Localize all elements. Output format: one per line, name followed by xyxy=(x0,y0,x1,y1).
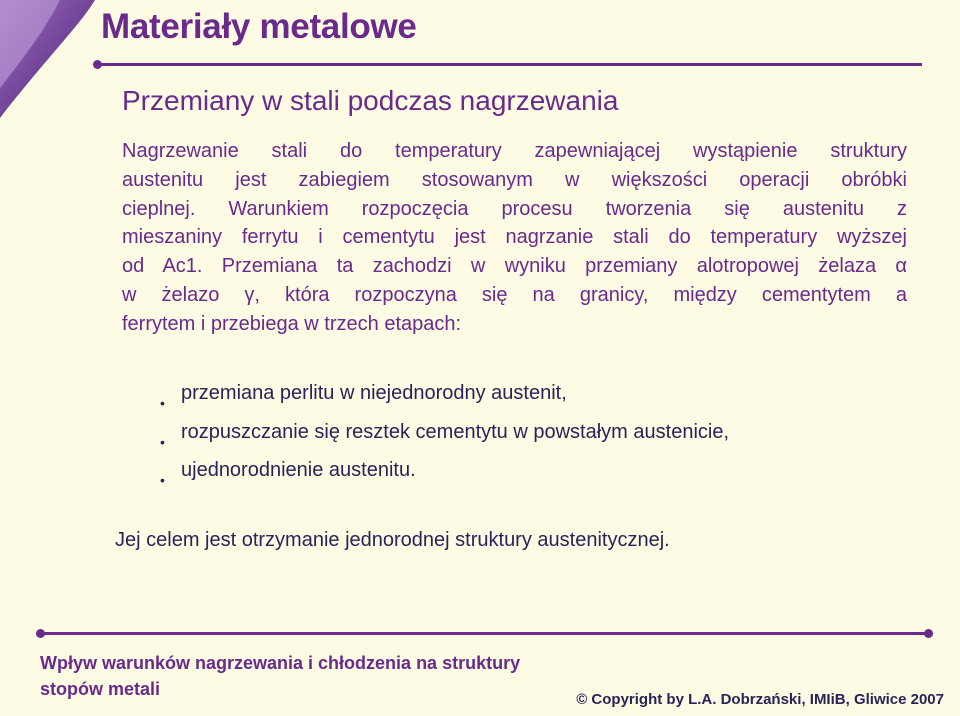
list-item-text: przemiana perlitu w niejednorodny austenit, xyxy=(181,382,567,404)
top-divider xyxy=(95,63,922,66)
list-item xyxy=(160,454,729,493)
paragraph-line: od Ac1. Przemiana ta zachodzi w wyniku przemiany alotropowej żelaza α xyxy=(122,255,907,278)
list-item xyxy=(160,416,729,455)
paragraph-line: cieplnej. Warunkiem rozpoczęcia procesu tworzenia się austenitu z xyxy=(122,197,907,220)
bullet-icon: • xyxy=(160,433,165,450)
paragraph-line: Nagrzewanie stali do temperatury zapewniającej wystąpienie struktury xyxy=(122,140,907,162)
slide-subtitle: Przemiany w stali podczas nagrzewania xyxy=(122,85,619,116)
bullet-icon: • xyxy=(160,395,165,411)
corner-swoosh-graphic xyxy=(0,0,95,130)
list-item xyxy=(160,377,729,416)
footer-line-1: Wpływ warunków nagrzewania i chłodzenia na struktury xyxy=(40,653,521,673)
footer-title xyxy=(40,650,520,702)
list-item-text: rozpuszczanie się resztek cementytu w powstałym austenicie, xyxy=(181,420,730,443)
bullet-icon: • xyxy=(160,472,165,488)
goal-statement: Jej celem jest otrzymanie jednorodnej struktury austenitycznej. xyxy=(115,529,670,551)
corner-decoration xyxy=(0,0,95,130)
paragraph-line: w żelazo γ, która rozpoczyna się na granicy, między cementytem a xyxy=(122,283,907,306)
paragraph-line: mieszaniny ferrytu i cementytu jest nagrzanie stali do temperatury wyższej xyxy=(122,226,907,249)
footer-line-2: stopów metali xyxy=(40,679,161,699)
bottom-divider xyxy=(40,632,927,635)
paragraph-line: austenitu jest zabiegiem stosowanym w większości operacji obróbki xyxy=(122,168,907,191)
paragraph-line: ferrytem i przebiega w trzech etapach: xyxy=(122,312,462,335)
copyright-notice: © Copyright by L.A. Dobrzański, IMIiB, Gliwice 2007 xyxy=(576,691,944,708)
slide-title: Materiały metalowe xyxy=(101,7,417,46)
bottom-rule-dot-right xyxy=(924,629,933,638)
list-item-text: ujednorodnienie austenitu. xyxy=(181,459,416,481)
intro-paragraph xyxy=(122,137,907,339)
stages-list xyxy=(160,377,729,493)
